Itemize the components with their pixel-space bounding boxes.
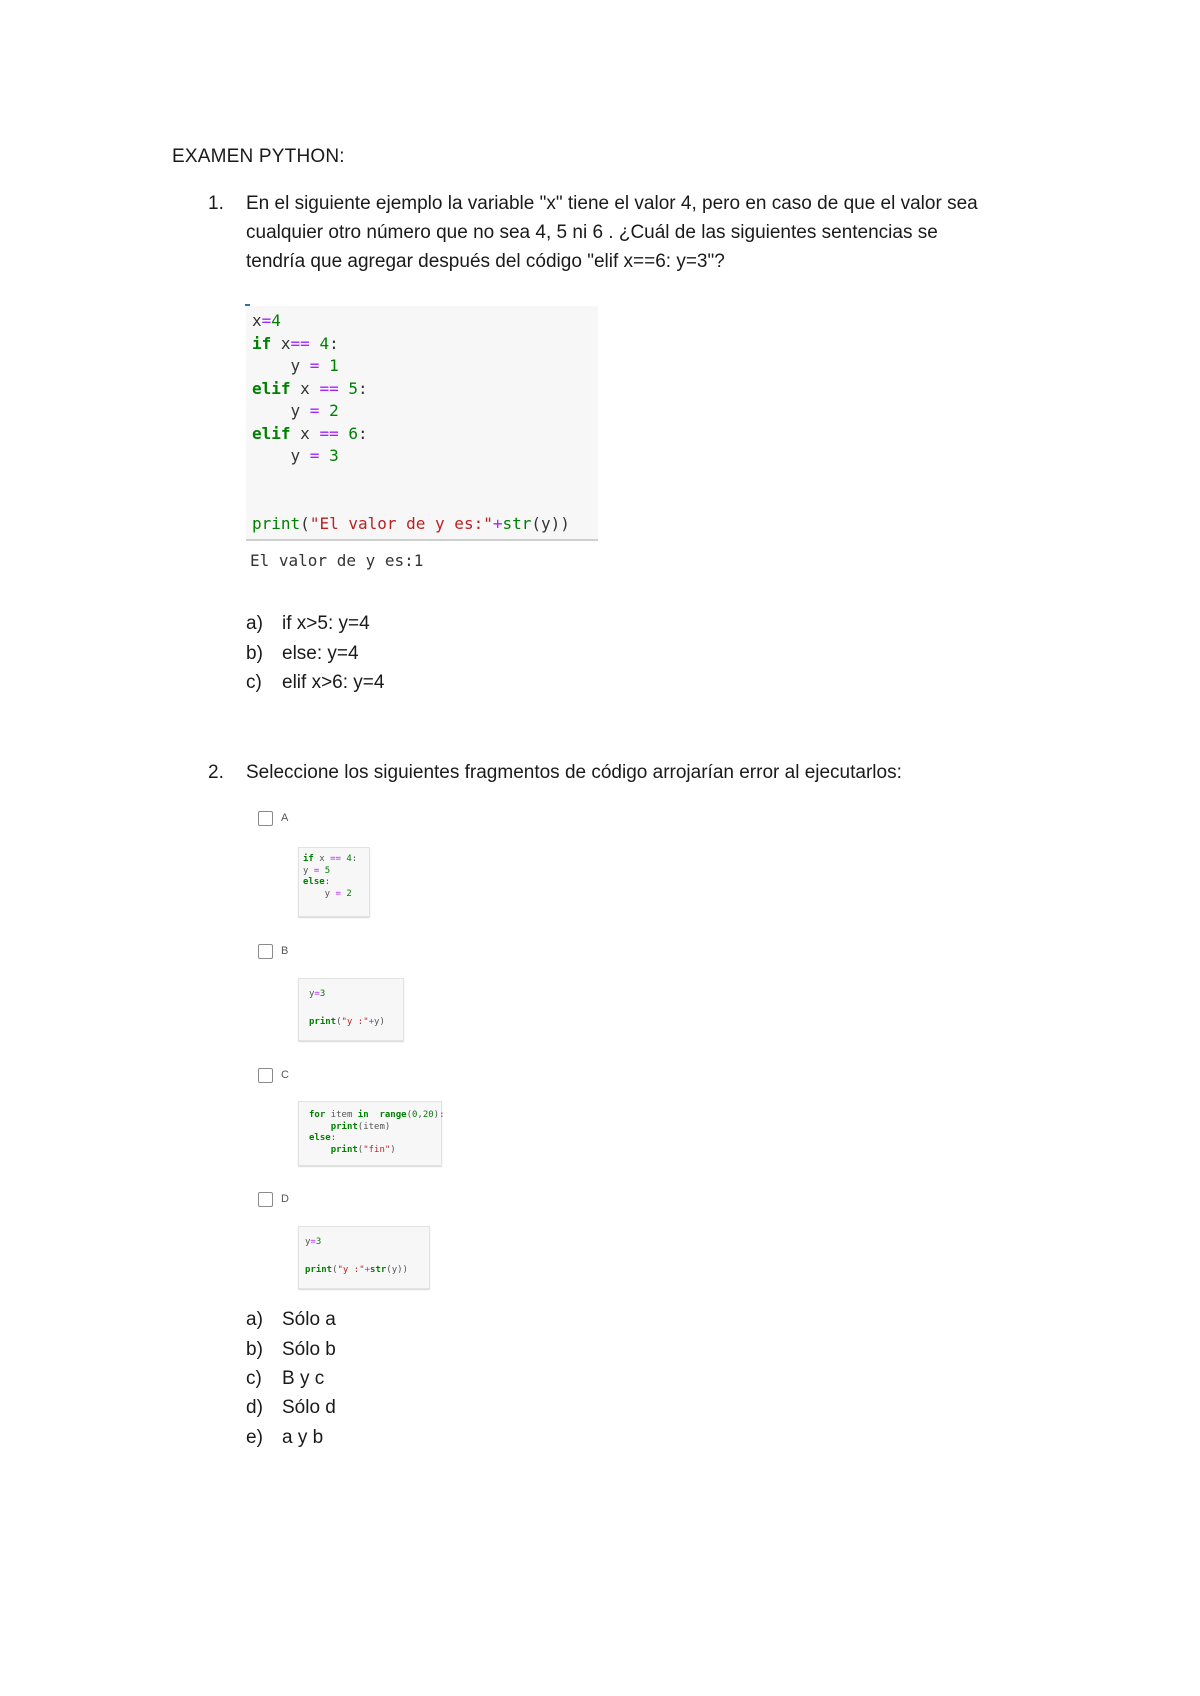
option-letter: b): [246, 1339, 263, 1360]
option-letter: a): [246, 613, 263, 634]
checkbox-c[interactable]: [258, 1068, 273, 1083]
code-output: El valor de y es:1: [250, 551, 424, 570]
checkbox-d[interactable]: [258, 1192, 273, 1207]
checkbox-b[interactable]: [258, 944, 273, 959]
option-a: if x>5: y=4: [282, 613, 370, 634]
checkbox-label: B: [281, 945, 289, 957]
code-snippet-b: y=3 print("y :"+y): [298, 978, 404, 1041]
option-letter: e): [246, 1427, 263, 1448]
question-number: 1.: [208, 193, 224, 214]
checkbox-a[interactable]: [258, 811, 273, 826]
option-b: else: y=4: [282, 643, 359, 664]
document-title: EXAMEN PYTHON:: [172, 146, 345, 167]
code-snippet-d: y=3 print("y :"+str(y)): [298, 1226, 430, 1289]
code-snippet-a: if x == 4: y = 5 else: y = 2: [298, 847, 370, 917]
code-snippet-c: for item in range(0,20): print(item) else: print("fin"): [298, 1101, 442, 1166]
question-text: En el siguiente ejemplo la variable "x" tiene el valor 4, pero en caso de que el valor sea cualquier otro número que no sea 4, 5 ni 6 . ¿Cuál de las siguientes sentencias se tendría que agregar después del código "elif x==6: y=3"?: [246, 193, 978, 272]
option-letter: b): [246, 643, 263, 664]
option-letter: c): [246, 1368, 262, 1389]
option-letter: c): [246, 672, 262, 693]
checkbox-label: A: [281, 812, 289, 824]
option-c: elif x>6: y=4: [282, 672, 385, 693]
option-letter: d): [246, 1397, 263, 1418]
option-c: B y c: [282, 1368, 325, 1389]
checkbox-label: C: [281, 1069, 289, 1081]
question-number: 2.: [208, 762, 224, 783]
question-text: Seleccione los siguientes fragmentos de código arrojarían error al ejecutarlos:: [246, 762, 902, 783]
option-a: Sólo a: [282, 1309, 336, 1330]
option-letter: a): [246, 1309, 263, 1330]
code-cell: [246, 306, 598, 541]
code-block: x=4 if x== 4: y = 1 elif x == 5: y = 2 elif x == 6: y = 3 print("El valor de y es:"+str(y)): [252, 311, 570, 533]
option-d: Sólo d: [282, 1397, 336, 1418]
checkbox-label: D: [281, 1193, 289, 1205]
option-e: a y b: [282, 1427, 324, 1448]
option-b: Sólo b: [282, 1339, 336, 1360]
